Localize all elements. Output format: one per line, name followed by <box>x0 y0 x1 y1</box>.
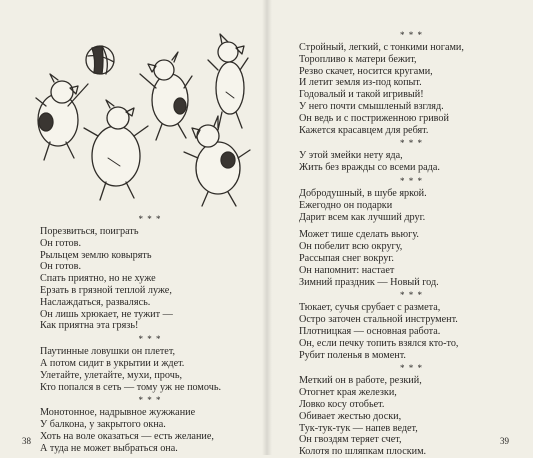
pig-lower-right <box>184 116 250 206</box>
ball-icon <box>86 46 114 74</box>
left-page <box>0 0 266 455</box>
poem-line: Он ведь и с постриженною гривой <box>299 112 449 124</box>
poem-line: Рубит поленья в момент. <box>299 349 406 361</box>
poem-line: Добродушный, в шубе яркой. <box>299 187 427 199</box>
poem-line: И летит земля из-под копыт. <box>299 77 422 89</box>
poem-line: Колотя по шляпкам плоским. <box>299 446 427 458</box>
poem-line: Тук-тук-тук — напев ведет, <box>299 422 418 434</box>
poem-line: Годовалый и такой игривый! <box>299 89 424 101</box>
poem-line: Рассыпая снег вокруг. <box>299 252 394 264</box>
stanza-separator: * * * <box>138 214 162 224</box>
poem-line: Жить без вражды со всеми рада. <box>299 162 440 174</box>
poem-line: Как приятна эта грязь! <box>40 320 139 332</box>
poem-line: У этой змейки нету яда, <box>299 150 403 162</box>
page-number: 38 <box>22 436 31 446</box>
poem-stanza <box>299 290 524 361</box>
poem-line: Остро заточен стальной инструмент. <box>299 314 458 326</box>
stanza-separator: * * * <box>400 363 423 374</box>
poem-line: Кажется красавцем для ребят. <box>299 124 429 136</box>
poem-line: Стройный, легкий, с тонкими ногами, <box>299 42 464 53</box>
poem-line: Он напомнит: настает <box>299 264 395 276</box>
stanza-separator: * * * <box>400 30 423 40</box>
pig-standing-right <box>208 34 248 130</box>
poem-line: Он лишь хрюкает, не тужит — <box>40 308 173 320</box>
poem-line: Паутинные ловушки он плетет, <box>40 346 176 358</box>
stanza-separator: * * * <box>400 175 423 186</box>
poem-line: У балкона, у закрытого окна. <box>40 419 166 431</box>
poem-line: Меткий он в работе, резкий, <box>299 375 422 387</box>
stanza-separator: * * * <box>138 334 162 345</box>
poem-line: А туда не может выбраться она. <box>40 442 178 454</box>
poem-line: Он побелит всю округу, <box>299 241 403 253</box>
poem-line: Зимний праздник — Новый год. <box>299 276 439 288</box>
right-poems <box>299 30 524 458</box>
poem-line: Торопливо к матери бежит, <box>299 53 417 65</box>
poem-line: Рыльцем землю ковырять <box>40 249 152 261</box>
poem-line: Он готов. <box>40 261 82 273</box>
poem-line: Ежегодно он подарки <box>299 199 393 211</box>
left-poems <box>40 214 260 455</box>
poem-line: Наслаждаться, развалясь. <box>40 296 151 308</box>
poem-line: Улетайте, улетайте, мухи, прочь, <box>40 369 183 381</box>
poem-stanza <box>40 395 260 454</box>
right-page <box>267 0 533 458</box>
poem-line: Спать приятно, но не хуже <box>40 273 156 285</box>
poem-line: Ловко косу отобьет. <box>299 398 385 410</box>
poem-line: Плотницкая — основная работа. <box>299 325 441 337</box>
poem-line: У него почти смышленый взгляд. <box>299 100 444 112</box>
poem-stanza <box>40 334 260 393</box>
poem-line: Монотонное, надрывное жужжание <box>40 407 196 419</box>
poem-line: Может тише сделать вьюгу. <box>299 229 419 241</box>
poem-line: Резво скачет, носится кругами, <box>299 65 433 77</box>
poem-stanza <box>299 138 524 174</box>
poem-stanza <box>299 30 524 136</box>
pig-left <box>36 74 88 160</box>
poem-stanza <box>299 176 524 223</box>
poem-line: А потом сидит в укрытии и ждет. <box>40 357 185 369</box>
poem-line: Отогнет края железки, <box>299 387 397 399</box>
stanza-separator: * * * <box>400 290 423 301</box>
poem-line: Он, если печку топить взялся кто-то, <box>299 337 459 349</box>
poem-line: Он готов. <box>40 237 82 249</box>
piglets-playing-ball-illustration <box>22 18 252 208</box>
stanza-separator: * * * <box>138 395 162 406</box>
poem-line: Хоть на воле оказаться — есть желание, <box>40 430 214 442</box>
poem-line: Обивает жестью доски, <box>299 410 402 422</box>
page-number: 39 <box>500 436 509 446</box>
poem-stanza <box>40 214 260 332</box>
stanza-separator: * * * <box>400 138 423 149</box>
poem-line: Дарит всем как лучший друг. <box>299 211 426 223</box>
pig-center <box>84 100 148 200</box>
poem-line: Ерзать в грязной теплой луже, <box>40 284 172 296</box>
poem-line: Он гвоздям теряет счет, <box>299 434 402 446</box>
poem-stanza <box>299 223 524 288</box>
poem-line: Порезвиться, поиграть <box>40 226 139 237</box>
poem-line: Тюкает, сучья срубает с размета, <box>299 302 441 314</box>
poem-line: Кто попался в сеть — тому уж не помочь. <box>40 381 222 393</box>
poem-stanza <box>299 363 524 458</box>
